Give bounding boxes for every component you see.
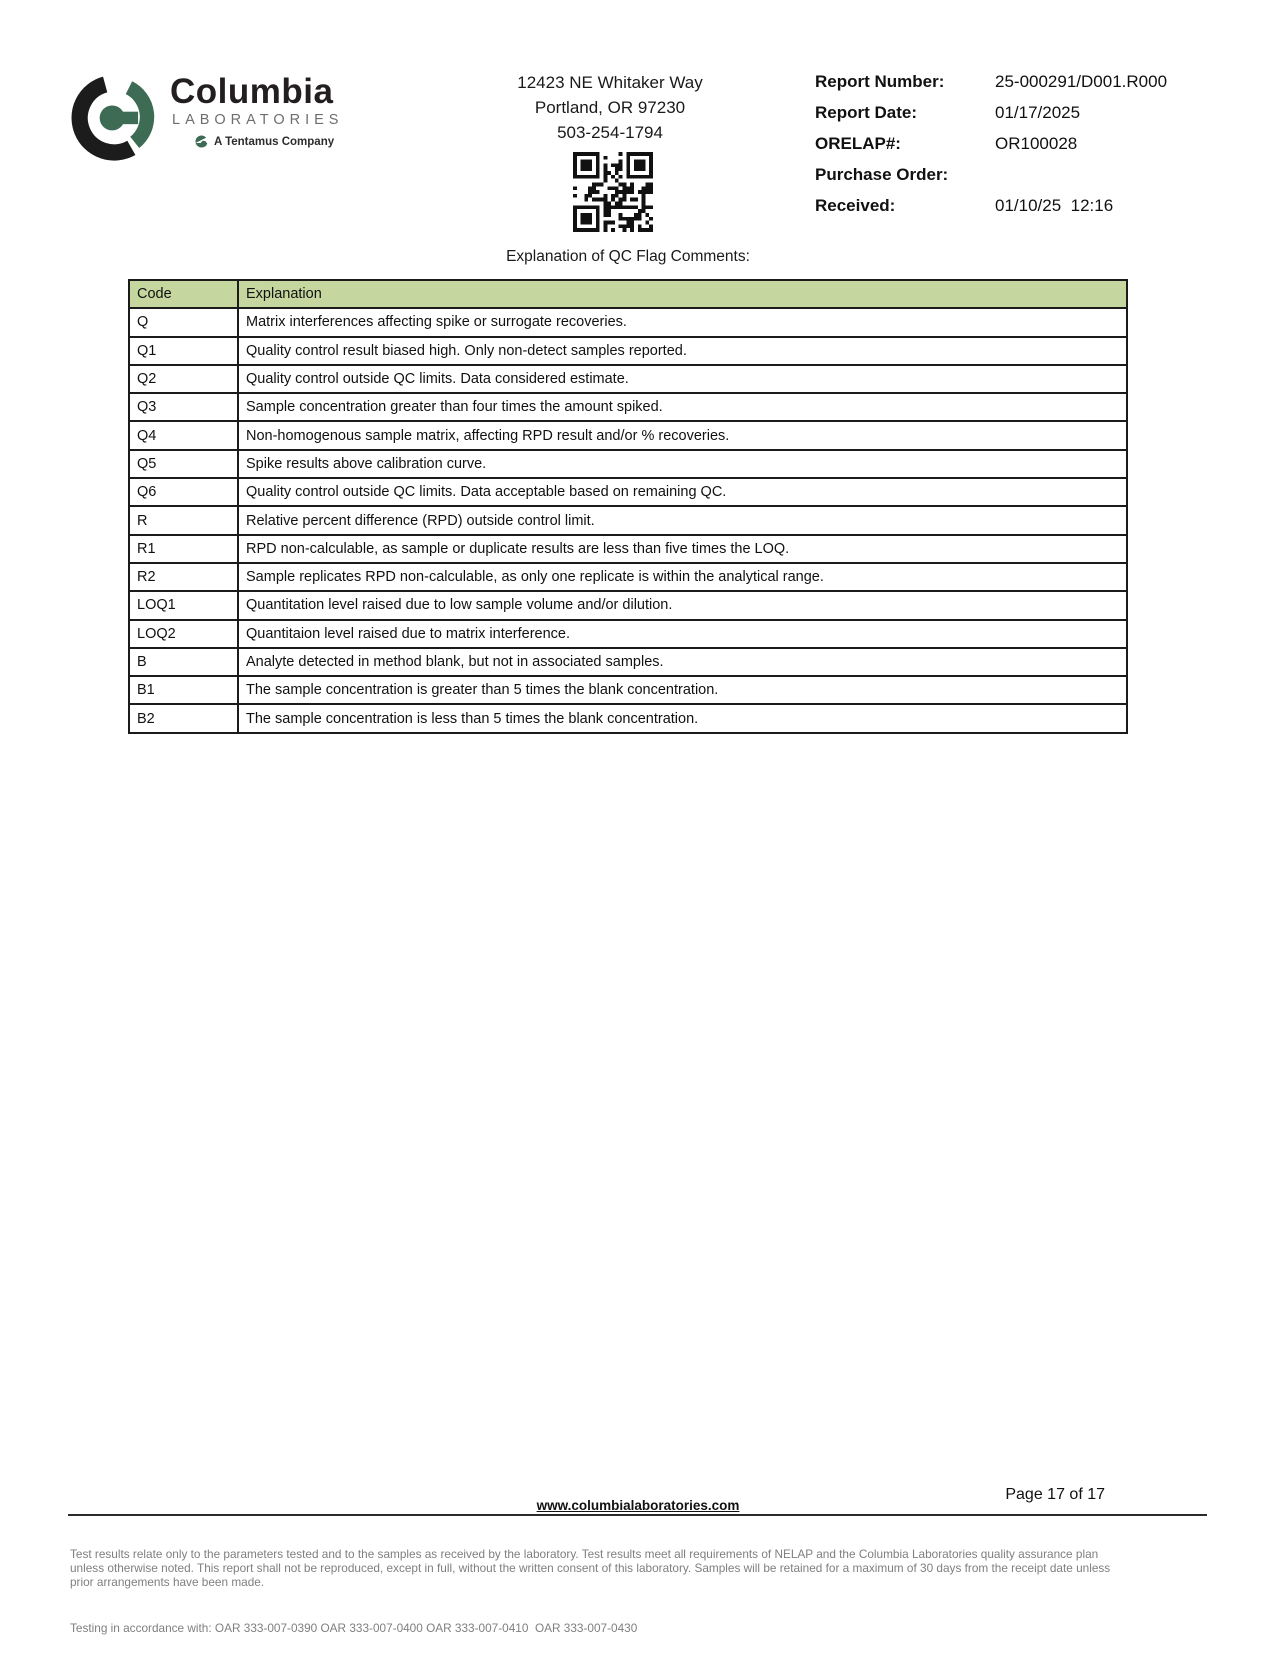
- table-row: [129, 308, 1127, 336]
- code-cell: B1: [129, 676, 238, 704]
- explanation-cell: Analyte detected in method blank, but not in associated samples.: [238, 648, 1127, 676]
- explanation-cell: Quantitation level raised due to low sample volume and/or dilution.: [238, 591, 1127, 619]
- logo-text: [170, 68, 343, 164]
- table-row: [129, 450, 1127, 478]
- table-row: [129, 337, 1127, 365]
- address-line: Portland, OR 97230: [534, 98, 686, 117]
- table-title: Explanation of QC Flag Comments:: [506, 248, 750, 265]
- table-row: [129, 393, 1127, 421]
- code-cell: B2: [129, 704, 238, 732]
- code-cell: Q3: [129, 393, 238, 421]
- explanation-column-header: Explanation: [238, 280, 1127, 308]
- code-cell: Q5: [129, 450, 238, 478]
- report-field: [815, 165, 1167, 196]
- report-field-label: Report Date:: [815, 103, 918, 122]
- table-row: [129, 563, 1127, 591]
- code-cell: Q: [129, 308, 238, 336]
- explanation-cell: The sample concentration is less than 5 times the blank concentration.: [238, 704, 1127, 732]
- report-field-label: Report Number:: [815, 72, 945, 91]
- explanation-cell: Sample concentration greater than four times the amount spiked.: [238, 393, 1127, 421]
- disclaimer-line: prior arrangements have been made.: [70, 1575, 265, 1590]
- report-field-value: OR100028: [995, 134, 1078, 153]
- table-row: [129, 591, 1127, 619]
- table-row: [129, 704, 1127, 732]
- brand-subtitle: LABORATORIES: [172, 112, 344, 128]
- code-cell: Q1: [129, 337, 238, 365]
- table-row: [129, 365, 1127, 393]
- report-field-value: 25-000291/D001.R000: [995, 72, 1168, 91]
- code-cell: Q6: [129, 478, 238, 506]
- code-cell: R1: [129, 535, 238, 563]
- disclaimer-line: Test results relate only to the parameters tested and to the samples as received by the laboratory. Test results meet all requirements of NELAP and the Columbia Laboratories quality assurance plan: [70, 1546, 1099, 1561]
- explanation-cell: Matrix interferences affecting spike or surrogate recoveries.: [238, 308, 1127, 336]
- report-field-label: ORELAP#:: [815, 134, 901, 153]
- lab-address: [430, 70, 790, 145]
- report-field: [815, 72, 1167, 103]
- explanation-cell: Quality control outside QC limits. Data considered estimate.: [238, 365, 1127, 393]
- code-cell: LOQ1: [129, 591, 238, 619]
- table-row: [129, 648, 1127, 676]
- report-field-label: Purchase Order:: [815, 165, 949, 184]
- explanation-cell: Quality control outside QC limits. Data acceptable based on remaining QC.: [238, 478, 1127, 506]
- report-field-label: Received:: [815, 196, 896, 215]
- table-row: [129, 620, 1127, 648]
- code-cell: Q4: [129, 421, 238, 449]
- report-field-value: 01/10/25 12:16: [995, 196, 1114, 215]
- code-column-header: Code: [129, 280, 238, 308]
- code-cell: R2: [129, 563, 238, 591]
- report-field-value: 01/17/2025: [995, 103, 1081, 122]
- code-cell: B: [129, 648, 238, 676]
- explanation-cell: The sample concentration is greater than 5 times the blank concentration.: [238, 676, 1127, 704]
- footer-divider: [68, 1514, 1207, 1516]
- code-cell: Q2: [129, 365, 238, 393]
- explanation-cell: RPD non-calculable, as sample or duplicate results are less than five times the LOQ.: [238, 535, 1127, 563]
- qc-flag-table: [128, 279, 1128, 734]
- brand-name: Columbia: [170, 72, 334, 111]
- explanation-cell: Relative percent difference (RPD) outside control limit.: [238, 506, 1127, 534]
- code-cell: R: [129, 506, 238, 534]
- explanation-cell: Spike results above calibration curve.: [238, 450, 1127, 478]
- logo-tagline: A Tentamus Company: [214, 135, 335, 148]
- address-line: 12423 NE Whitaker Way: [517, 73, 703, 92]
- code-cell: LOQ2: [129, 620, 238, 648]
- footer-disclaimer: [70, 1518, 1220, 1664]
- table-row: [129, 506, 1127, 534]
- columbia-logo-icon: [68, 68, 164, 164]
- address-line: 503-254-1794: [557, 123, 663, 142]
- table-row: [129, 421, 1127, 449]
- report-field: [815, 103, 1167, 134]
- disclaimer-line: unless otherwise noted. This report shall not be reproduced, except in full, without the written consent of this laboratory. Samples will be retained for a maximum of 30 days from the receipt date unless: [70, 1560, 1111, 1575]
- table-row: [129, 676, 1127, 704]
- qr-code: [573, 152, 653, 232]
- report-field: [815, 134, 1167, 165]
- explanation-cell: Quality control result biased high. Only non-detect samples reported.: [238, 337, 1127, 365]
- table-row: [129, 535, 1127, 563]
- table-header-row: [129, 280, 1127, 308]
- website-link[interactable]: www.columbialaboratories.com: [536, 1498, 740, 1513]
- explanation-cell: Non-homogenous sample matrix, affecting RPD result and/or % recoveries.: [238, 421, 1127, 449]
- explanation-cell: Sample replicates RPD non-calculable, as only one replicate is within the analytical range.: [238, 563, 1127, 591]
- report-info: [815, 72, 1167, 227]
- tentamus-icon: [194, 134, 209, 149]
- company-logo: [68, 68, 343, 164]
- page-number: Page 17 of 17: [1005, 1486, 1105, 1503]
- report-field: [815, 196, 1167, 227]
- table-row: [129, 478, 1127, 506]
- accordance-line: Testing in accordance with: OAR 333-007-0390 OAR 333-007-0400 OAR 333-007-0410 OAR 333-007-0430: [70, 1621, 638, 1636]
- explanation-cell: Quantitaion level raised due to matrix interference.: [238, 620, 1127, 648]
